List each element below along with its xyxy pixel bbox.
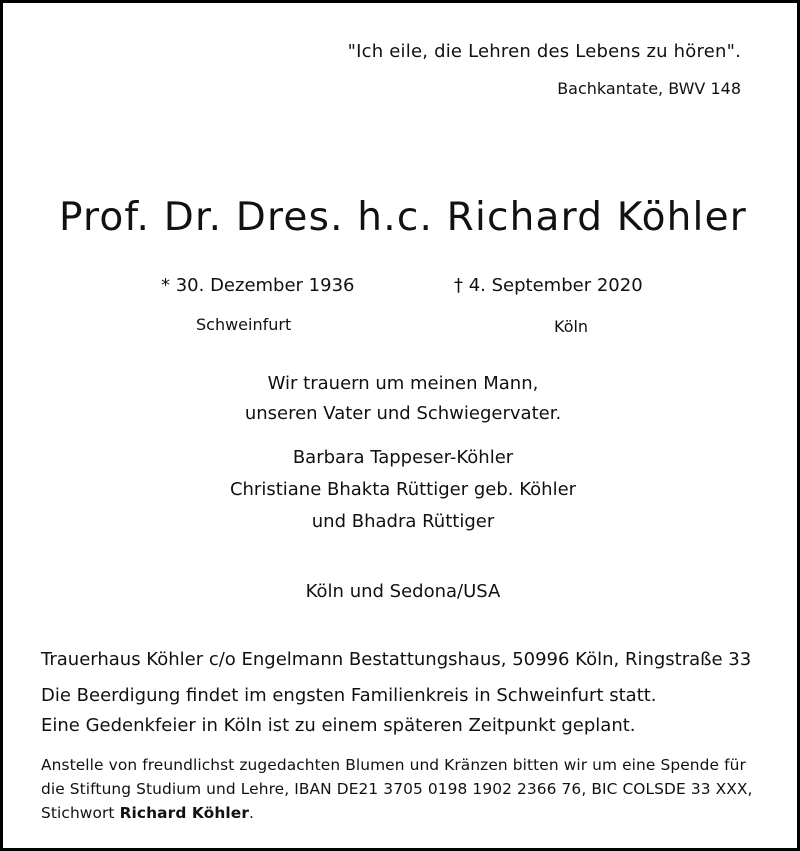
deceased-name: Prof. Dr. Dres. h.c. Richard Köhler	[58, 195, 748, 240]
donation-request	[41, 753, 771, 825]
family-member: und Bhadra Rüttiger	[311, 511, 495, 532]
mourning-line: Wir trauern um meinen Mann,	[267, 373, 539, 394]
epigraph-source: Bachkantate, BWV 148	[557, 79, 741, 98]
birth-date: * 30. Dezember 1936	[161, 275, 355, 296]
mourning-line: unseren Vater und Schwiegervater.	[244, 403, 562, 424]
burial-notice: Die Beerdigung findet im engsten Familienkreis in Schweinfurt statt.	[41, 685, 657, 706]
family-member: Christiane Bhakta Rüttiger geb. Köhler	[229, 479, 577, 500]
birth-place: Schweinfurt	[196, 315, 292, 334]
death-place: Köln	[554, 317, 589, 336]
epigraph-quote: "Ich eile, die Lehren des Lebens zu hören".	[347, 41, 741, 62]
donation-text: Anstelle von freundlichst zugedachten Blumen und Kränzen bitten wir um eine Spende für die Stiftung Studium und Lehre, IBAN DE21 3705 0198 1902 2366 76, BIC COLSDE 33 XXX, Stichwort	[41, 756, 753, 822]
donation-end: .	[249, 804, 255, 822]
family-member: Barbara Tappeser-Köhler	[292, 447, 514, 468]
memorial-notice: Eine Gedenkfeier in Köln ist zu einem späteren Zeitpunkt geplant.	[41, 715, 636, 736]
death-date: † 4. September 2020	[454, 275, 643, 296]
family-places: Köln und Sedona/USA	[305, 581, 501, 602]
donation-keyword: Richard Köhler	[119, 804, 250, 822]
mourning-house-address: Trauerhaus Köhler c/o Engelmann Bestattungshaus, 50996 Köln, Ringstraße 33	[41, 649, 752, 670]
